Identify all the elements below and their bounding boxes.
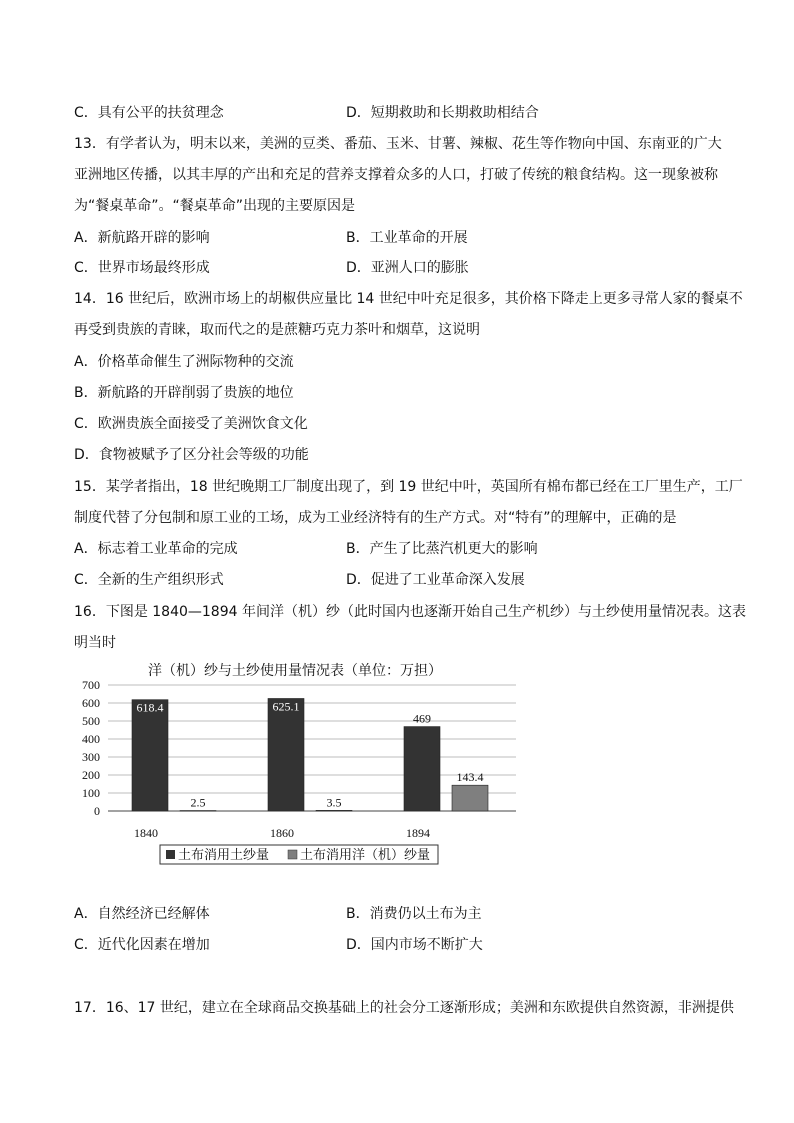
q15-stem-line-1: 15．某学者指出，18 世纪晚期工厂制度出现了，到 19 世纪中叶，英国所有棉布都已经在工厂里生产，工厂 [74, 479, 743, 495]
q17-stem-line-1: 17．16、17 世纪，建立在全球商品交换基础上的社会分工逐渐形成；美洲和东欧提供自然资源，非洲提供 [74, 1000, 734, 1016]
y-tick-label: 500 [82, 714, 100, 728]
q16-option-a: A．自然经济已经解体 [74, 906, 210, 922]
y-tick-label: 300 [82, 750, 100, 764]
legend-swatch-tusha [166, 850, 175, 859]
chart-title: 洋（机）纱与土纱使用量情况表（单位：万担） [148, 663, 442, 679]
q12-option-d: D．短期救助和长期救助相结合 [346, 105, 539, 121]
q13-option-row-1 [74, 229, 734, 247]
chart-y-axis [82, 678, 100, 818]
q13-option-c: C．世界市场最终形成 [74, 260, 210, 276]
q15-option-b: B．产生了比蒸汽机更大的影响 [346, 541, 538, 557]
q16-stem-line-1: 16．下图是 1840—1894 年间洋（机）纱（此时国内也逐渐开始自己生产机纱）与土纱使用量情况表。这表 [74, 604, 746, 620]
data-label: 143.4 [456, 770, 484, 785]
bar-yangsha-1894 [452, 785, 488, 811]
q15-option-d: D．促进了工业革命深入发展 [346, 572, 525, 588]
q13-option-row-2 [74, 259, 734, 277]
bar-tusha-1894 [404, 727, 440, 811]
q15-option-row-2 [74, 571, 734, 589]
q13-stem-line-3: 为“餐桌革命”。“餐桌革命”出现的主要原因是 [74, 198, 356, 214]
y-tick-label: 200 [82, 768, 100, 782]
data-label: 625.1 [272, 699, 300, 714]
q13-stem-line-2: 亚洲地区传播，以其丰厚的产出和充足的营养支撑着众多的人口，打破了传统的粮食结构。这一现象被称 [74, 167, 718, 183]
q16-stem-line-2: 明当时 [74, 635, 116, 651]
bar-yangsha-1840 [180, 811, 216, 812]
chart-bars [132, 698, 488, 811]
q13-option-a: A．新航路开辟的影响 [74, 230, 210, 246]
q15-option-row-1 [74, 540, 734, 558]
chart-legend [160, 845, 438, 864]
legend-swatch-yangsha [288, 850, 297, 859]
q15-stem-line-2: 制度代替了分包制和原工业的工场，成为工业经济特有的生产方式。对“特有”的理解中，正确的是 [74, 510, 677, 526]
legend-label-tusha: 土布消用土纱量 [178, 848, 270, 863]
y-tick-label: 600 [82, 696, 100, 710]
q16-option-b: B．消费仍以土布为主 [346, 906, 482, 922]
q13-stem-line-1: 13．有学者认为，明末以来，美洲的豆类、番茄、玉米、甘薯、辣椒、花生等作物向中国、东南亚的广大 [74, 136, 722, 152]
q14-option-d: D．食物被赋予了区分社会等级的功能 [74, 447, 309, 463]
chart-x-axis [134, 826, 430, 840]
y-tick-label: 100 [82, 786, 100, 800]
y-tick-label: 700 [82, 678, 100, 692]
x-tick-label: 1894 [406, 826, 430, 840]
q14-stem-line-2: 再受到贵族的青睐，取而代之的是蔗糖巧克力茶叶和烟草，这说明 [74, 322, 480, 338]
q13-option-d: D．亚洲人口的膨胀 [346, 260, 469, 276]
data-label: 2.5 [190, 795, 206, 810]
y-tick-label: 400 [82, 732, 100, 746]
bar-yangsha-1860 [316, 810, 352, 811]
data-label: 469 [413, 711, 431, 726]
q15-option-a: A．标志着工业革命的完成 [74, 541, 238, 557]
q14-option-a: A．价格革命催生了洲际物种的交流 [74, 354, 294, 370]
legend-label-yangsha: 土布消用洋（机）纱量 [300, 848, 431, 863]
q12-option-row [74, 104, 734, 122]
q14-stem-line-1: 14．16 世纪后，欧洲市场上的胡椒供应量比 14 世纪中叶充足很多，其价格下降走上更多寻常人家的餐桌不 [74, 291, 743, 307]
x-tick-label: 1860 [270, 826, 294, 840]
q12-option-c: C．具有公平的扶贫理念 [74, 105, 224, 121]
q14-option-c: C．欧洲贵族全面接受了美洲饮食文化 [74, 416, 308, 432]
q16-option-row-1 [74, 905, 734, 923]
data-label: 3.5 [326, 795, 342, 810]
q16-option-c: C．近代化因素在增加 [74, 937, 210, 953]
bar-tusha-1840 [132, 700, 168, 811]
q15-option-c: C．全新的生产组织形式 [74, 572, 224, 588]
q13-option-b: B．工业革命的开展 [346, 230, 468, 246]
bar-tusha-1860 [268, 698, 304, 811]
yarn-usage-chart [70, 655, 530, 870]
x-tick-label: 1840 [134, 826, 158, 840]
q16-option-row-2 [74, 936, 734, 954]
data-label: 618.4 [136, 700, 164, 715]
q14-option-b: B．新航路的开辟削弱了贵族的地位 [74, 385, 294, 401]
y-tick-label: 0 [94, 804, 100, 818]
q16-option-d: D．国内市场不断扩大 [346, 937, 483, 953]
